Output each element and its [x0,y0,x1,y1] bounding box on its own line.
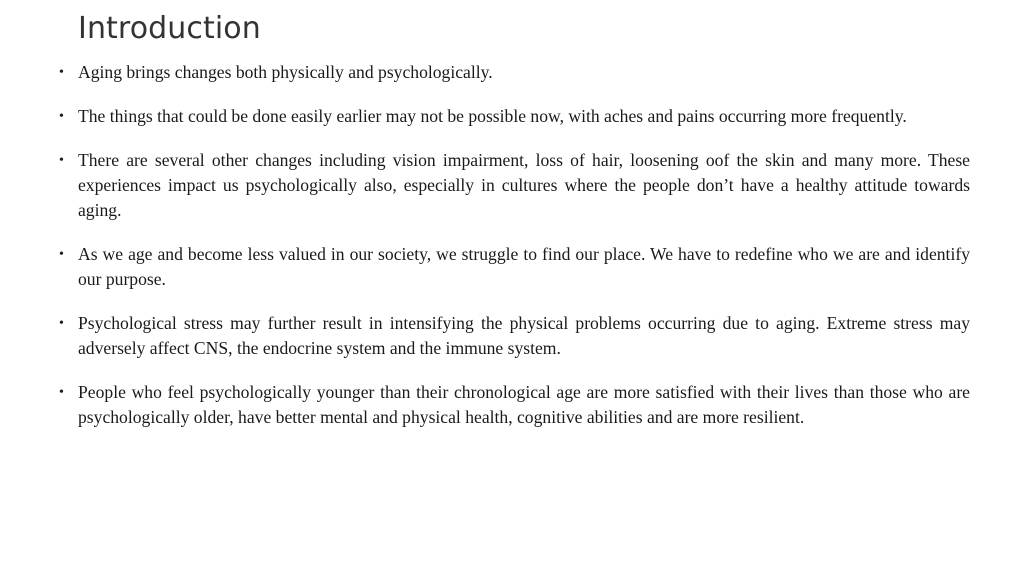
bullet-text: Aging brings changes both physically and psychologically. [78,62,493,82]
bullet-item [56,380,970,430]
bullet-item [56,60,970,85]
slide-title: Introduction [78,11,261,46]
bullet-text: There are several other changes including vision impairment, loss of hair, loosening oof the skin and many more. These experiences impact us psychologically also, especially in cultures where the people don’t have a healthy attitude towards aging. [78,150,970,220]
bullet-marker: • [59,153,64,168]
bullet-text: People who feel psychologically younger than their chronological age are more satisfied with their lives than those who are psychologically older, have better mental and physical health, cognitive abilities and are more resilient. [78,382,970,427]
bullet-marker: • [59,385,64,400]
bullet-marker: • [59,65,64,80]
bullet-marker: • [59,316,64,331]
bullet-item [56,242,970,292]
bullet-marker: • [59,247,64,262]
bullet-marker: • [59,109,64,124]
bullet-list [56,60,970,449]
bullet-text: The things that could be done easily earlier may not be possible now, with aches and pains occurring more frequently. [78,106,907,126]
bullet-text: Psychological stress may further result in intensifying the physical problems occurring due to aging. Extreme stress may adversely affect CNS, the endocrine system and the immune system. [78,313,970,358]
bullet-item [56,104,970,129]
bullet-item [56,311,970,361]
bullet-item [56,148,970,223]
bullet-text: As we age and become less valued in our society, we struggle to find our place. We have to redefine who we are and identify our purpose. [78,244,970,289]
